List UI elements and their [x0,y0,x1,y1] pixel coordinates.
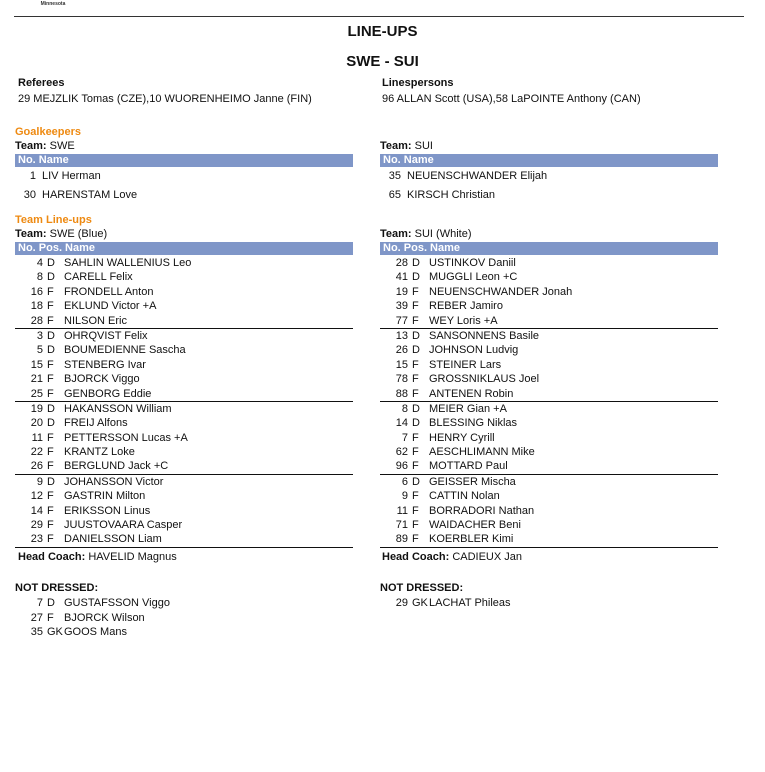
player-position: F [47,314,54,327]
player-position: F [47,519,54,532]
player-number: 7 [401,431,408,444]
head-coach-name: CADIEUX Jan [452,551,523,563]
player-name: CATTIN Nolan [429,490,500,503]
gk-number: 1 [29,170,36,182]
player-name: BOUMEDIENNE Sascha [64,344,186,357]
player-position: F [412,300,419,313]
player-number: 26 [395,344,408,357]
home-not-dressed-list [15,596,353,640]
player-name: SANSONNENS Basile [429,329,540,342]
player-position: D [412,344,420,357]
player-name: JUUSTOVAARA Casper [64,519,183,532]
lineup-home-team [15,228,107,240]
player-name: WAIDACHER Beni [429,519,521,532]
player-number: 35 [30,626,43,638]
player-position: F [412,533,419,546]
lineup-row [380,475,718,489]
lineup-row [380,402,718,416]
player-name: NEUENSCHWANDER Jonah [429,285,573,298]
player-number: 20 [30,417,43,430]
player-position: D [47,271,55,284]
gk-home-team [15,140,75,152]
lineup-row [380,431,718,445]
player-number: 11 [396,504,408,517]
player-position: GK [412,597,428,609]
lineup-row [15,445,353,459]
player-name: BJORCK Wilson [64,611,145,624]
player-name: JOHANSSON Victor [64,475,164,488]
player-name: KRANTZ Loke [64,446,135,459]
head-coach-label: Head Coach: [382,551,450,563]
player-number: 14 [395,417,408,430]
player-position: F [412,519,419,532]
gk-away-team-label: Team: [380,140,412,152]
player-number: 77 [395,314,408,327]
player-position: D [47,329,55,342]
lineup-row [380,518,718,532]
player-name: FRONDELL Anton [64,285,154,298]
lineup-row [380,459,718,474]
player-position: D [412,417,420,430]
player-position: F [412,490,419,503]
lineup-row [15,459,353,474]
player-number: 27 [30,611,43,624]
lineup-row [15,504,353,518]
player-name: BORRADORI Nathan [429,504,535,517]
player-position: D [47,402,55,415]
player-position: F [47,358,54,371]
player-name: USTINKOV Daniil [429,257,516,269]
referees-value: 29 MEJZLIK Tomas (CZE),10 WUORENHEIMO Janne (FIN) [18,93,312,105]
player-name: GENBORG Eddie [64,387,152,400]
player-name: EKLUND Victor +A [64,300,157,313]
player-number: 62 [395,446,408,459]
gk-row [15,167,353,186]
lineup-row [380,372,718,386]
player-name: DANIELSSON Liam [64,533,162,546]
away-head-coach [382,551,522,563]
lineup-row [380,504,718,518]
lineup-row [380,387,718,402]
player-position: F [47,611,54,624]
home-head-coach [18,551,177,563]
player-position: F [412,446,419,459]
gk-row [380,186,718,205]
lineup-row [15,299,353,313]
head-coach-label: Head Coach: [18,551,86,563]
gk-away-header: No. Name [380,154,718,167]
player-name: ERIKSSON Linus [64,504,151,517]
lineup-row [380,299,718,313]
player-position: F [47,446,54,459]
player-position: D [412,271,420,284]
gk-name: LIV Herman [42,170,101,182]
lineup-row [15,489,353,503]
player-number: 3 [36,329,43,342]
player-position: F [47,431,54,444]
not-dressed-row [15,596,353,611]
lineup-row [15,372,353,386]
player-position: F [412,285,419,298]
lineup-row [15,475,353,489]
page-title: LINE-UPS [347,23,418,40]
player-number: 9 [401,490,408,503]
player-position: F [412,431,419,444]
player-number: 6 [401,475,408,488]
player-number: 88 [395,387,408,400]
player-number: 13 [395,329,408,342]
player-number: 28 [395,257,408,269]
player-position: F [47,460,54,473]
linespersons-label: Linespersons [382,77,454,89]
lineup-row [380,445,718,459]
player-name: GROSSNIKLAUS Joel [429,373,540,386]
player-name: CARELL Felix [64,271,133,284]
player-number: 96 [395,460,408,473]
player-position: D [412,475,420,488]
player-position: F [412,373,419,386]
lineup-home-header: No. Pos. Name [15,242,353,255]
gk-number: 65 [388,189,401,201]
player-position: F [47,300,54,313]
player-position: F [412,358,419,371]
player-number: 19 [395,285,408,298]
player-name: GASTRIN Milton [64,490,146,503]
lineup-row [15,256,353,270]
gk-number: 35 [388,170,401,182]
lineup-row [15,431,353,445]
lineup-home-team-name: SWE (Blue) [49,228,108,240]
player-position: F [47,373,54,386]
player-name: ANTENEN Robin [429,387,514,400]
gk-away-list [380,167,718,205]
gk-away-team [380,140,433,152]
player-number: 9 [36,475,43,488]
away-not-dressed-list [380,596,718,611]
player-number: 4 [36,257,43,269]
event-logo [28,0,78,7]
lineup-away-team-label: Team: [380,228,412,240]
player-name: AESCHLIMANN Mike [429,446,535,459]
player-number: 12 [30,490,43,503]
player-name: BERGLUND Jack +C [64,460,169,473]
player-number: 21 [30,373,43,386]
lineup-row [15,532,353,547]
player-position: D [47,417,55,430]
lineup-row [15,285,353,299]
player-number: 14 [30,504,43,517]
gk-row [15,186,353,205]
player-position: D [47,597,55,609]
player-name: HENRY Cyrill [429,431,495,444]
player-position: F [412,314,419,327]
home-not-dressed-label: NOT DRESSED: [15,582,99,594]
player-position: D [412,402,420,415]
player-position: F [47,387,54,400]
player-name: WEY Loris +A [429,314,498,327]
player-number: 23 [30,533,43,546]
player-name: SAHLIN WALLENIUS Leo [64,257,192,269]
lineup-row [380,532,718,547]
lineup-row [15,270,353,284]
gk-home-header: No. Name [15,154,353,167]
player-number: 26 [30,460,43,473]
lineup-row [380,329,718,343]
lineup-home-list [15,256,353,548]
linespersons-value: 96 ALLAN Scott (USA),58 LaPOINTE Anthony (CAN) [382,93,641,105]
player-number: 15 [395,358,408,371]
header-divider [14,16,744,17]
player-position: D [47,344,55,357]
player-number: 78 [395,373,408,386]
player-number: 41 [395,271,408,284]
player-name: NILSON Eric [64,314,127,327]
player-name: REBER Jamiro [429,300,503,313]
lineup-row [15,314,353,329]
lineup-row [15,518,353,532]
player-name: LACHAT Phileas [429,597,511,609]
player-name: GEISSER Mischa [429,475,516,488]
player-number: 7 [36,597,43,609]
lineup-row [15,416,353,430]
lineup-away-list [380,256,718,548]
lineup-row [380,358,718,372]
lineup-row [380,489,718,503]
lineup-row [380,416,718,430]
player-position: GK [47,626,63,638]
player-number: 29 [395,597,408,609]
lineup-away-header: No. Pos. Name [380,242,718,255]
player-number: 5 [36,344,43,357]
player-number: 19 [30,402,43,415]
player-number: 28 [30,314,43,327]
player-position: D [47,257,55,269]
referees-label: Referees [18,77,65,89]
player-number: 89 [395,533,408,546]
lineup-row [15,387,353,402]
player-name: MUGGLI Leon +C [429,271,518,284]
player-position: D [412,329,420,342]
goalkeepers-section-title: Goalkeepers [15,126,82,138]
player-number: 71 [395,519,408,532]
player-name: GUSTAFSSON Viggo [64,597,170,609]
lineup-row [15,329,353,343]
away-not-dressed-label: NOT DRESSED: [380,582,464,594]
lineup-row [380,314,718,329]
lineup-row [15,343,353,357]
player-position: F [47,490,54,503]
head-coach-name: HAVELID Magnus [88,551,177,563]
player-number: 15 [30,358,43,371]
gk-name: NEUENSCHWANDER Elijah [407,170,548,182]
lineup-row [15,402,353,416]
player-name: GOOS Mans [64,626,127,638]
lineup-away-team-name: SUI (White) [414,228,472,240]
lineup-row [380,285,718,299]
lineup-home-team-label: Team: [15,228,47,240]
gk-row [380,167,718,186]
player-number: 25 [30,387,43,400]
player-name: FREIJ Alfons [64,417,128,430]
lineup-row [380,343,718,357]
gk-name: HARENSTAM Love [42,189,138,201]
player-name: JOHNSON Ludvig [429,344,519,357]
lineup-row [380,256,718,270]
player-name: MEIER Gian +A [429,402,507,415]
match-title: SWE - SUI [346,53,419,70]
lineup-row [380,270,718,284]
player-position: F [412,387,419,400]
player-name: STENBERG Ivar [64,358,146,371]
player-name: HAKANSSON William [64,402,172,415]
player-name: BLESSING Niklas [429,417,518,430]
player-position: F [412,460,419,473]
player-number: 16 [30,285,43,298]
player-name: KOERBLER Kimi [429,533,514,546]
gk-home-team-label: Team: [15,140,47,152]
player-name: MOTTARD Paul [429,460,508,473]
player-position: F [47,285,54,298]
player-number: 22 [30,446,43,459]
player-position: F [47,533,54,546]
not-dressed-row [380,596,718,611]
gk-number: 30 [23,189,36,201]
player-name: OHRQVIST Felix [64,329,148,342]
player-name: BJORCK Viggo [64,373,140,386]
player-number: 39 [395,300,408,313]
player-number: 11 [31,431,43,444]
gk-home-team-name: SWE [49,140,75,152]
player-number: 8 [36,271,43,284]
gk-away-team-name: SUI [414,140,433,152]
player-name: PETTERSSON Lucas +A [64,431,188,444]
player-position: D [47,475,55,488]
player-position: F [412,504,419,517]
player-position: D [412,257,420,269]
player-number: 18 [30,300,43,313]
not-dressed-row [15,625,353,640]
gk-name: KIRSCH Christian [407,189,496,201]
player-number: 29 [30,519,43,532]
player-name: STEINER Lars [429,358,502,371]
player-position: F [47,504,54,517]
player-number: 8 [401,402,408,415]
logo-line-state: Minnesota [40,1,66,7]
gk-home-list [15,167,353,205]
lineup-away-team [380,228,472,240]
not-dressed-row [15,611,353,626]
lineup-row [15,358,353,372]
lineups-section-title: Team Line-ups [15,214,92,226]
